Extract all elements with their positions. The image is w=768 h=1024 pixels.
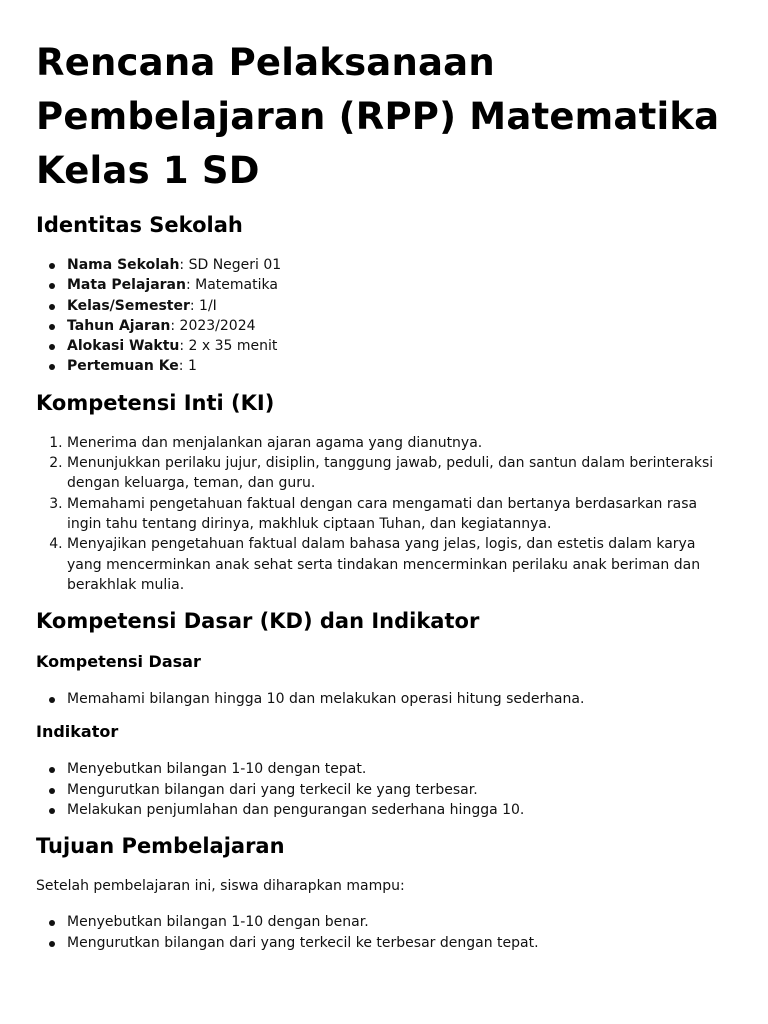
indikator-item: Menyebutkan bilangan 1-10 dengan tepat. — [67, 759, 732, 779]
tujuan-item: Menyebutkan bilangan 1-10 dengan benar. — [67, 912, 732, 932]
ki-item: 1. Menerima dan menjalankan ajaran agama yang dianutnya. — [67, 433, 732, 453]
kd-subheading: Kompetensi Dasar — [36, 652, 201, 672]
tujuan-intro: Setelah pembelajaran ini, siswa diharapkan mampu: — [36, 878, 405, 895]
identitas-item — [67, 336, 732, 356]
identitas-value: : 2 x 35 menit — [179, 338, 278, 355]
identitas-item — [67, 296, 732, 316]
identitas-value: : 2023/2024 — [170, 317, 256, 334]
identitas-value: : SD Negeri 01 — [179, 257, 282, 273]
identitas-label: Tahun Ajaran — [67, 317, 171, 334]
identitas-label: Pertemuan Ke — [67, 358, 179, 375]
identitas-label: Kelas/Semester — [67, 297, 190, 314]
kd-list — [36, 689, 732, 709]
kompetensi-inti-list — [36, 433, 732, 595]
ki-item: 4. Menyajikan pengetahuan faktual dalam bahasa yang jelas, logis, dan estetis dalam karya yang mencerminkan anak sehat serta tindakan mencerminkan perilaku anak beriman dan berakhlak mulia. — [67, 534, 732, 595]
identitas-item — [67, 356, 732, 376]
kompetensi-dasar-heading: Kompetensi Dasar (KD) dan Indikator — [36, 609, 480, 634]
identitas-value: : 1 — [178, 358, 197, 375]
tujuan-list — [36, 912, 732, 953]
identitas-label: Mata Pelajaran — [67, 277, 186, 294]
identitas-value: : Matematika — [185, 277, 278, 294]
tujuan-item: Mengurutkan bilangan dari yang terkecil ke terbesar dengan tepat. — [67, 933, 732, 953]
indikator-list — [36, 759, 732, 820]
tujuan-heading: Tujuan Pembelajaran — [36, 834, 285, 859]
identitas-list — [36, 255, 732, 377]
identitas-value: : 1/I — [189, 297, 217, 314]
identitas-item — [67, 275, 732, 295]
indikator-item: Mengurutkan bilangan dari yang terkecil ke yang terbesar. — [67, 780, 732, 800]
identitas-label: Nama Sekolah — [67, 257, 180, 273]
ki-item: 3. Memahami pengetahuan faktual dengan cara mengamati dan bertanya berdasarkan rasa ingin tahu tentang dirinya, makhluk ciptaan Tuhan, dan kegiatannya. — [67, 494, 732, 535]
identitas-label: Alokasi Waktu — [67, 338, 180, 355]
indikator-item: Melakukan penjumlahan dan pengurangan sederhana hingga 10. — [67, 800, 732, 820]
identitas-heading: Identitas Sekolah — [36, 213, 243, 237]
page-title: Rencana Pelaksanaan Pembelajaran (RPP) Matematika Kelas 1 SD — [36, 41, 720, 192]
kd-item: Memahami bilangan hingga 10 dan melakukan operasi hitung sederhana. — [67, 689, 732, 709]
kompetensi-inti-heading: Kompetensi Inti (KI) — [36, 390, 275, 415]
ki-item: 2. Menunjukkan perilaku jujur, disiplin, tanggung jawab, peduli, dan santun dalam berinteraksi dengan keluarga, teman, dan guru. — [67, 453, 732, 494]
indikator-subheading: Indikator — [36, 722, 119, 742]
identitas-item — [67, 316, 732, 336]
identitas-item — [67, 255, 732, 275]
